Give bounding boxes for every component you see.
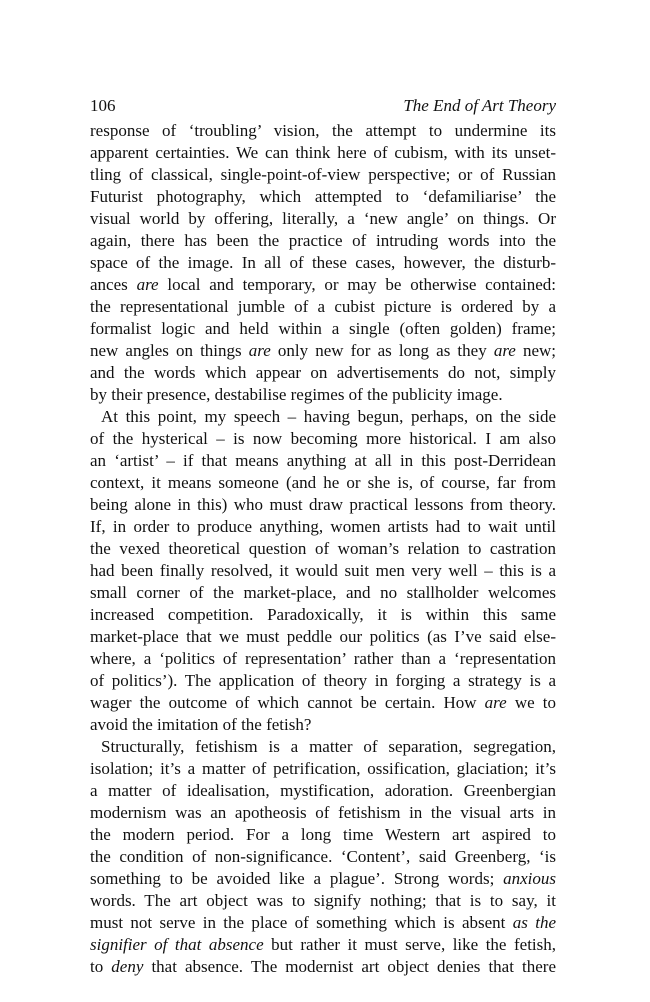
text-line: response of ‘troubling’ vision, the attempt to undermine its [90,121,556,140]
text-line: by their presence, destabilise regimes of the publicity image. [90,385,503,404]
text-line: tling of classical, single-point-of-view perspective; or of Russian [90,165,556,184]
text-line: new angles on things are only new for as long as they are new; [90,341,556,360]
text-line: context, it means someone (and he or she is, of course, far from [90,473,556,492]
text-line: the condition of non-significance. ‘Content’, said Greenberg, ‘is [90,847,556,866]
text-line: words. The art object was to signify nothing; that is to say, it [90,891,556,910]
text-line: visual world by offering, literally, a ‘new angle’ on things. Or [90,209,556,228]
text-line: the vexed theoretical question of woman’s relation to castration [90,539,556,558]
text-line: an ‘artist’ – if that means anything at all in this post-Derridean [90,451,556,470]
text-line: of the hysterical – is now becoming more historical. I am also [90,429,556,448]
text-line: formalist logic and held within a single (often golden) frame; [90,319,556,338]
text-line: small corner of the market-place, and no stallholder welcomes [90,583,556,602]
text-line: must not serve in the place of something which is absent as the [90,913,556,932]
text-line: again, there has been the practice of intruding words into the [90,231,556,250]
text-line: where, a ‘politics of representation’ rather than a ‘representation [90,649,556,668]
page-number: 106 [90,96,116,115]
text-line: avoid the imitation of the fetish? [90,715,312,734]
running-head [90,94,556,118]
text-line: At this point, my speech – having begun, perhaps, on the side [101,407,556,426]
text-line: Futurist photography, which attempted to ‘defamiliarise’ the [90,187,556,206]
text-line: the representational jumble of a cubist picture is ordered by a [90,297,556,316]
text-line: the modern period. For a long time Western art aspired to [90,825,556,844]
text-line: to deny that absence. The modernist art object denies that there [90,957,556,976]
text-line: market-place that we must peddle our politics (as I’ve said else- [90,627,556,646]
text-line: had been finally resolved, it would suit men very well – this is a [90,561,556,580]
text-line: signifier of that absence but rather it must serve, like the fetish, [90,935,557,954]
text-line: ances are local and temporary, or may be otherwise contained: [90,275,556,294]
text-line: isolation; it’s a matter of petrification, ossification, glaciation; it’s [90,759,556,778]
text-line: modernism was an apotheosis of fetishism in the visual arts in [90,803,556,822]
text-line: and the words which appear on advertisements do not, simply [90,363,556,382]
text-line: of politics’). The application of theory in forging a strategy is a [90,671,556,690]
text-line: space of the image. In all of these cases, however, the disturb- [90,253,556,272]
text-line: If, in order to produce anything, women artists had to wait until [90,517,556,536]
text-line: a matter of idealisation, mystification, adoration. Greenbergian [90,781,556,800]
text-line: being alone in this) who must draw practical lessons from theory. [90,495,556,514]
text-line: Structurally, fetishism is a matter of separation, segregation, [101,737,556,756]
text-line: apparent certainties. We can think here of cubism, with its unset- [90,143,556,162]
text-line: wager the outcome of which cannot be certain. How are we to [90,693,557,712]
text-line: increased competition. Paradoxically, it is within this same [90,605,556,624]
body-text [90,120,556,978]
text-line: something to be avoided like a plague’. Strong words; anxious [90,869,556,888]
running-title: The End of Art Theory [403,96,556,115]
